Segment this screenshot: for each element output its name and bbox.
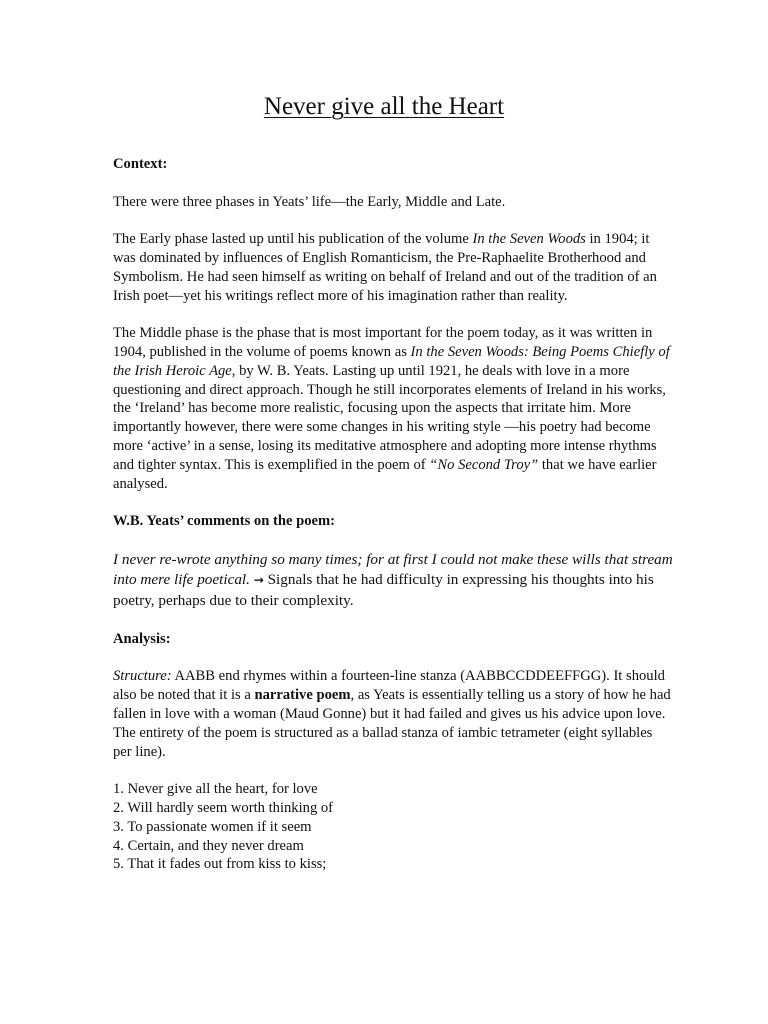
structure-text-3: , as Yeats is essentially telling us a story of how he had fallen in love with a woman (Maud Gonne) but it had failed and gives us his advice upon love. The entirety of the poem is structured as a ballad stanza of iambic tetrameter (eight syllables per line).	[113, 687, 671, 760]
middle-text-a: The Middle phase is the phase that is most important for the poem today, as it was written in 1904, published in the volume of poems known as	[113, 325, 653, 360]
structure-label: Structure:	[113, 668, 172, 685]
narrative-poem-term: narrative poem	[254, 687, 351, 704]
poem-line: 1. Never give all the heart, for love	[113, 781, 318, 798]
arrow-right-icon: →	[253, 573, 264, 588]
page-title: Never give all the Heart	[263, 93, 505, 120]
yeats-quote: I never re-wrote anything so many times; for at first I could not make these wills that stream into mere life poetical.	[113, 550, 673, 589]
poem-line: 2. Will hardly seem worth thinking of	[113, 799, 334, 816]
book-title-heroic-age: In the Seven Woods: Being Poems Chiefly of the Irish Heroic Age	[113, 343, 670, 379]
middle-text-e: that we have earlier analysed.	[113, 456, 657, 492]
context-heading: Context:	[113, 156, 168, 172]
early-phase-paragraph	[113, 230, 673, 305]
poem-title-no-second-troy: “No Second Troy”	[429, 456, 539, 473]
phases-paragraph: There were three phases in Yeats’ life—the Early, Middle and Late.	[113, 193, 506, 210]
poem-line: 5. That it fades out from kiss to kiss;	[113, 856, 327, 873]
comments-heading: W.B. Yeats’ comments on the poem:	[113, 513, 335, 530]
middle-phase-paragraph	[113, 324, 673, 493]
yeats-quote-paragraph	[113, 550, 673, 611]
poem-line: 3. To passionate women if it seem	[113, 818, 312, 835]
poem-line: 4. Certain, and they never dream	[113, 837, 304, 854]
early-text-c: in 1904; it was dominated by influences of English Romanticism, the Pre-Raphaelite Brotherhood and Symbolism. He had seen himself as writing on behalf of Ireland and out of the tradition of an Irish poet—yet his writings reflect more of his imagination rather than reality.	[113, 231, 657, 304]
analysis-heading: Analysis:	[113, 630, 171, 647]
early-text-a: The Early phase lasted up until his publication of the volume	[113, 231, 473, 248]
book-title-seven-woods: In the Seven Woods	[472, 231, 586, 248]
quote-note: Signals that he had difficulty in expressing his thoughts into his poetry, perhaps due to their complexity.	[113, 571, 654, 609]
middle-text-c: , by W. B. Yeats. Lasting up until 1921, he deals with love in a more questioning and direct approach. Though he still incorporates elements of Ireland in his works, the ‘Ireland’ has become more realistic, focusing upon the aspects that irritate him. More importantly however, there were some changes in his writing style —his poetry had become more ‘active’ in a sense, losing its meditative atmosphere and adopting more intense rhythms and tighter syntax. This is exemplified in the poem of	[113, 362, 666, 473]
poem-lines	[113, 780, 673, 874]
document-body	[113, 155, 673, 874]
structure-paragraph	[113, 667, 673, 761]
structure-text-1: AABB end rhymes within a fourteen-line stanza (AABBCCDDEEFFGG). It should also be noted that it is a	[113, 668, 665, 704]
